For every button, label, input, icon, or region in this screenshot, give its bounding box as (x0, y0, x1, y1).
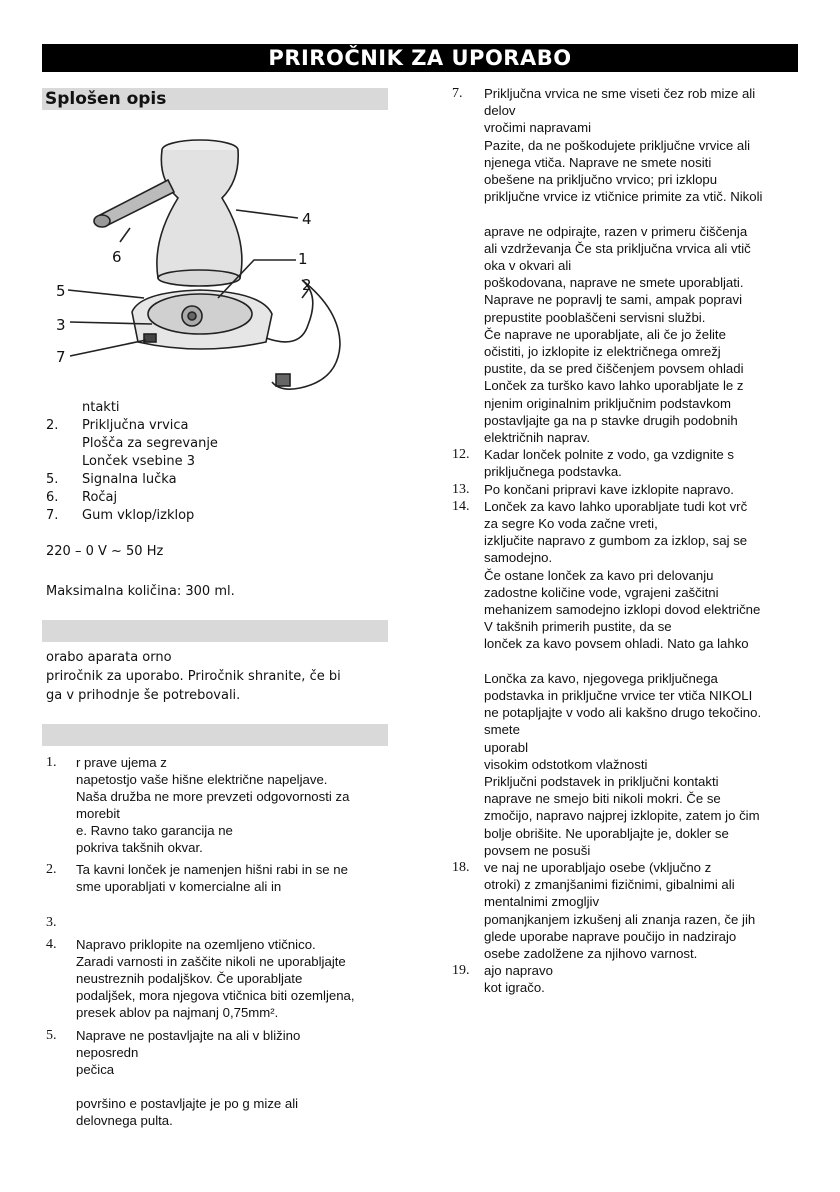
text-line: Pazite, da ne poškodujete priključne vrvice ali (484, 137, 751, 153)
text-line: vročimi napravami (484, 120, 591, 136)
text-line: lonček za kavo povsem ohladi. Nato ga lahko (484, 636, 749, 652)
text-line: orabo aparata orno (46, 650, 172, 665)
text-line: napetostjo vaše hišne električne napeljave. (76, 772, 328, 787)
item-number: 14. (452, 498, 470, 514)
text-line: presek ablov pa najmanj 0,75mm². (76, 1005, 279, 1020)
figure-label-2: 2 (302, 276, 312, 294)
text-line: uporabl (484, 739, 528, 755)
text-line: podstavka in priključne vrvice ter vtiča NIKOLI (484, 688, 753, 703)
text-line: Po končani pripravi kave izklopite napravo. (484, 481, 734, 497)
figure-label-7: 7 (56, 348, 66, 366)
text-line: Priključni podstavek in priključni kontakti (484, 774, 719, 789)
text-line: električnih naprav. (484, 430, 591, 445)
text-line: prepustite pooblaščeni servisni službi. (484, 309, 706, 325)
list-item: Gum vklop/izklop (82, 508, 195, 523)
text-line: kot igračo. (484, 980, 545, 996)
text-line: Priključna vrvica ne sme viseti čez rob mize ali (484, 86, 756, 101)
item-number: 4. (46, 937, 57, 952)
text-line: morebit (76, 806, 120, 821)
figure-label-6: 6 (112, 248, 122, 266)
text-line: Če ostane lonček za kavo pri delovanju (484, 567, 714, 583)
safety-list-right (452, 86, 798, 1086)
item-number: 3. (46, 915, 57, 930)
text-line: e. Ravno tako garancija ne (76, 823, 233, 838)
text-line: priključne vrvice iz vtičnice primite za vtič. Nikoli (484, 189, 763, 205)
text-line: delovnega pulta. (76, 1113, 173, 1128)
text-line: visokim odstotkom vlažnosti (484, 756, 648, 772)
text-line: Če naprave ne uporabljate, ali če jo želite (484, 326, 726, 342)
text-line: postavljajte ga na p stavke drugih podobnih (484, 412, 738, 428)
list-item: Plošča za segrevanje (82, 436, 218, 451)
text-line: priključnega podstavka. (484, 464, 622, 480)
item-number: 1. (46, 755, 57, 770)
text-line: V takšnih primerih pustite, da se (484, 619, 672, 635)
text-line: obešene na priključno vrvico; pri izklopu (484, 172, 718, 187)
capacity-spec: Maksimalna količina: 300 ml. (46, 584, 235, 599)
list-item-number: 7. (46, 508, 59, 523)
text-line: ali vzdrževanja Če sta priključna vrvica ali vtič (484, 240, 751, 256)
item-number: 7. (452, 86, 463, 101)
item-number: 5. (46, 1028, 57, 1043)
text-line: neustreznih podaljškov. Če uporabljate (76, 971, 303, 986)
text-line: ve naj ne uporabljajo osebe (vključno z (484, 860, 712, 875)
safety-list-left (46, 755, 392, 1155)
text-line: smete (484, 722, 520, 738)
text-line: otroki) z zmanjšanimi fizičnimi, gibalnimi ali (484, 877, 735, 893)
figure-label-4: 4 (302, 210, 312, 228)
text-line: pečica (76, 1062, 115, 1077)
text-line: zadostne količine vode, vgrajeni zaščitni (484, 584, 719, 600)
item-number: 13. (452, 481, 470, 497)
text-line: bolje obrišite. Ne uporabljajte je, dokler se (484, 825, 729, 841)
section-bar-safety (42, 724, 388, 746)
figure-label-1: 1 (298, 250, 308, 268)
text-line: osebe zadolžene za njihovo varnost. (484, 946, 698, 961)
text-line: Ta kavni lonček je namenjen hišni rabi in se ne (76, 862, 348, 877)
text-line: sme uporabljati v komercialne ali in (76, 879, 282, 894)
text-line: površino e postavljajte je po g mize ali (76, 1096, 299, 1111)
text-line: Lonček za kavo lahko uporabljate tudi kot vrč (484, 498, 748, 514)
text-line: izključite napravo z gumbom za izklop, saj se (484, 533, 748, 549)
text-line: Naša družba ne more prevzeti odgovornosti za (76, 789, 350, 804)
coffee-pot-illustration (40, 120, 388, 400)
text-line: očistiti, jo izklopite iz električnega omrežj (484, 344, 721, 359)
page-title: PRIROČNIK ZA UPORABO (42, 44, 798, 72)
text-line: ne potapljajte v vodo ali kakšno drugo tekočino. (484, 705, 762, 721)
text-line: r prave ujema z (76, 755, 167, 770)
text-line: ajo napravo (484, 963, 553, 979)
text-line: delov (484, 103, 516, 119)
text-line: Lonček za turško kavo lahko uporabljate le z (484, 378, 744, 394)
list-item: Priključna vrvica (82, 418, 189, 433)
text-line: samodejno. (484, 550, 553, 566)
text-line: povsem ne posuši (484, 842, 591, 858)
figure-label-5: 5 (56, 282, 66, 300)
text-line: mentalnimi zmogljiv (484, 894, 600, 910)
item-number: 19. (452, 963, 470, 979)
text-line: pustite, da se pred čiščenjem povsem ohladi (484, 361, 744, 377)
figure-label-3: 3 (56, 316, 66, 334)
text-line: naprave ne smejo biti nikoli mokri. Če se (484, 791, 721, 807)
product-diagram (40, 120, 388, 400)
voltage-spec: 220 – 0 V ~ 50 Hz (46, 544, 164, 559)
item-number: 18. (452, 860, 470, 875)
text-line: Lončka za kavo, njegovega priključnega (484, 670, 718, 686)
list-item: Ročaj (82, 490, 118, 505)
list-item-number: 2. (46, 418, 59, 433)
list-item: ntakti (82, 400, 120, 415)
text-line: mehanizem samodejno izklopi dovod električne (484, 602, 761, 617)
text-line: ga v prihodnje še potrebovali. (46, 688, 241, 703)
text-line: aprave ne odpirajte, razen v primeru čiščenja (484, 223, 748, 239)
text-line: Napravo priklopite na ozemljeno vtičnico. (76, 937, 316, 952)
text-line: zmočijo, napravo najprej izklopite, zatem jo čim (484, 808, 760, 824)
list-item: Lonček vsebine 3 (82, 454, 195, 469)
text-line: Naprave ne postavljajte na ali v bližino (76, 1028, 301, 1043)
text-line: podaljšek, mora njegova vtičnica biti ozemljena, (76, 988, 355, 1003)
text-line: oka v okvari ali (484, 258, 572, 273)
text-line: pokriva takšnih okvar. (76, 840, 203, 855)
text-line: priročnik za uporabo. Priročnik shranite, če bi (46, 669, 341, 684)
text-line: pomanjkanjem izkušenj ali znanja razen, če jih (484, 911, 756, 927)
text-line: glede uporabe naprave poučijo in nadzirajo (484, 928, 737, 944)
list-item-number: 6. (46, 490, 59, 505)
text-line: Kadar lonček polnite z vodo, ga vzdignite s (484, 447, 734, 463)
text-line: njenim originalnim priključnim podstavkom (484, 395, 731, 411)
text-line: za segre Ko voda začne vreti, (484, 516, 658, 531)
section-bar-intro (42, 620, 388, 642)
text-line: Zaradi varnosti in zaščite nikoli ne uporabljajte (76, 954, 346, 969)
list-item: Signalna lučka (82, 472, 177, 487)
section-title: Splošen opis (45, 89, 167, 109)
text-line: poškodovana, naprave ne smete uporabljati. (484, 275, 744, 291)
list-item-number: 5. (46, 472, 59, 487)
text-line: Naprave ne popravlj te sami, ampak popravi (484, 292, 743, 308)
section-bar-general (42, 88, 388, 110)
text-line: njenega vtiča. Naprave ne smete nositi (484, 154, 712, 170)
item-number: 12. (452, 447, 470, 463)
text-line: neposredn (76, 1045, 139, 1060)
item-number: 2. (46, 862, 57, 877)
